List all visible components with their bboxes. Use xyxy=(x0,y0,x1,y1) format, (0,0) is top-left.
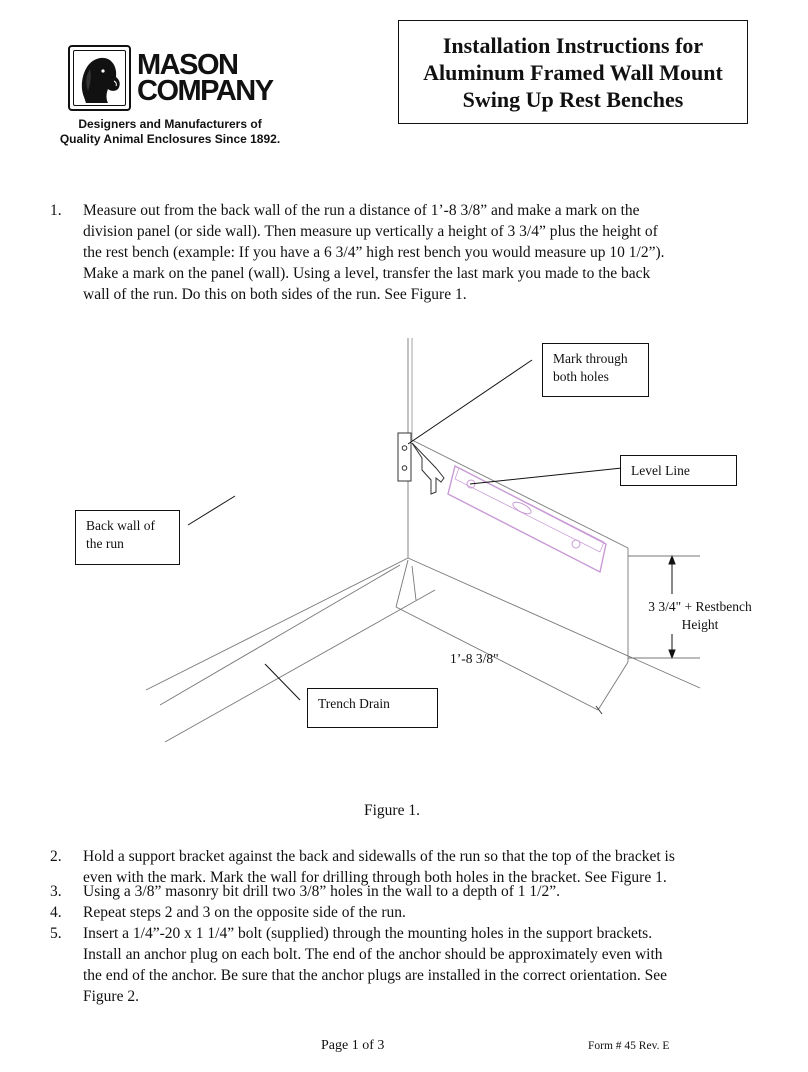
callout-text: Back wall of xyxy=(86,518,155,533)
title-line-3: Swing Up Rest Benches xyxy=(462,86,684,112)
support-bracket xyxy=(398,433,444,494)
step-line: Using a 3/8” masonry bit drill two 3/8” holes in the wall to a depth of 1 1/2”. xyxy=(83,883,560,900)
step-line: even with the mark. Mark the wall for drilling through both holes in the bracket. See Figure 1. xyxy=(83,869,667,886)
corner-tick-2 xyxy=(412,566,416,600)
dimension-text: Height xyxy=(681,617,719,632)
dimension-tick xyxy=(596,706,602,714)
side-wall-base-line xyxy=(146,558,408,690)
figure-caption: Figure 1. xyxy=(364,802,420,819)
leader-back-wall xyxy=(188,496,235,525)
step-number: 2. xyxy=(50,848,62,865)
bracket-arm xyxy=(412,443,444,494)
callout-text: Level Line xyxy=(631,463,690,478)
leader-level-line xyxy=(470,468,622,484)
callout-trench-drain xyxy=(307,688,438,728)
step-line: the rest bench (example: If you have a 6 3/4” high rest bench you would measure up 10 1/2”). xyxy=(83,244,665,261)
corner-tick xyxy=(396,560,408,607)
step-text xyxy=(83,902,406,923)
bracket-hole-top xyxy=(402,446,407,451)
step-line: the end of the anchor. Be sure that the anchor plugs are installed in the correct orientation. See xyxy=(83,967,668,984)
leader-mark-holes xyxy=(408,360,532,444)
step-3 xyxy=(50,881,780,902)
bracket-hole-bottom xyxy=(402,466,407,471)
tagline-line-2: Quality Animal Enclosures Since 1892. xyxy=(59,132,281,146)
bracket-plate xyxy=(398,433,411,481)
dimension-height-label xyxy=(630,598,770,634)
page-number: Page 1 of 3 xyxy=(321,1038,385,1053)
level-tool xyxy=(448,466,606,572)
dimension-text: 3 3/4" + Restbench xyxy=(648,599,752,614)
step-line: division panel (or side wall). Then measure up vertically a height of 3 3/4” plus the height of xyxy=(83,223,658,240)
step-text xyxy=(83,881,560,902)
brand-line-1: MASON xyxy=(137,49,238,81)
callout-back-wall xyxy=(75,510,180,565)
callout-level-line xyxy=(620,455,737,486)
form-number: Form # 45 Rev. E xyxy=(588,1040,670,1052)
step-line: Make a mark on the panel (wall). Using a level, transfer the last mark you made to the back xyxy=(83,265,651,282)
callout-mark-holes xyxy=(542,343,649,397)
step-line: Measure out from the back wall of the run a distance of 1’-8 3/8” and make a mark on the xyxy=(83,202,640,219)
step-number: 1. xyxy=(50,202,62,219)
title-line-2: Aluminum Framed Wall Mount xyxy=(423,59,723,85)
brand-line-2: COMPANY xyxy=(137,75,273,107)
step-line: Hold a support bracket against the back and sidewalls of the run so that the top of the bracket is xyxy=(83,848,675,865)
wall-level-extension xyxy=(412,440,628,548)
step-text xyxy=(83,923,667,1007)
title-line-1: Installation Instructions for xyxy=(442,32,704,58)
callout-text: Mark through xyxy=(553,351,628,366)
step-number: 4. xyxy=(50,904,62,921)
step-line: Install an anchor plug on each bolt. The end of the anchor should be approximately even with xyxy=(83,946,663,963)
tagline-line-1: Designers and Manufacturers of xyxy=(78,117,262,131)
step-line: Figure 2. xyxy=(83,988,139,1005)
step-line: wall of the run. Do this on both sides of the run. See Figure 1. xyxy=(83,286,467,303)
trench-drain-line-1 xyxy=(160,565,400,705)
step-line: Insert a 1/4”-20 x 1 1/4” bolt (supplied) through the mounting holes in the support brackets. xyxy=(83,925,653,942)
callout-text: the run xyxy=(86,536,124,551)
step-5 xyxy=(50,923,780,1007)
callout-text: Trench Drain xyxy=(318,696,390,711)
step-line: Repeat steps 2 and 3 on the opposite side of the run. xyxy=(83,904,406,921)
dimension-distance-label: 1’-8 3/8" xyxy=(450,651,499,666)
step-number: 3. xyxy=(50,883,62,900)
callout-text: both holes xyxy=(553,369,609,384)
step-number: 5. xyxy=(50,925,62,942)
dimension-extension xyxy=(598,662,628,710)
step-4 xyxy=(50,902,780,923)
